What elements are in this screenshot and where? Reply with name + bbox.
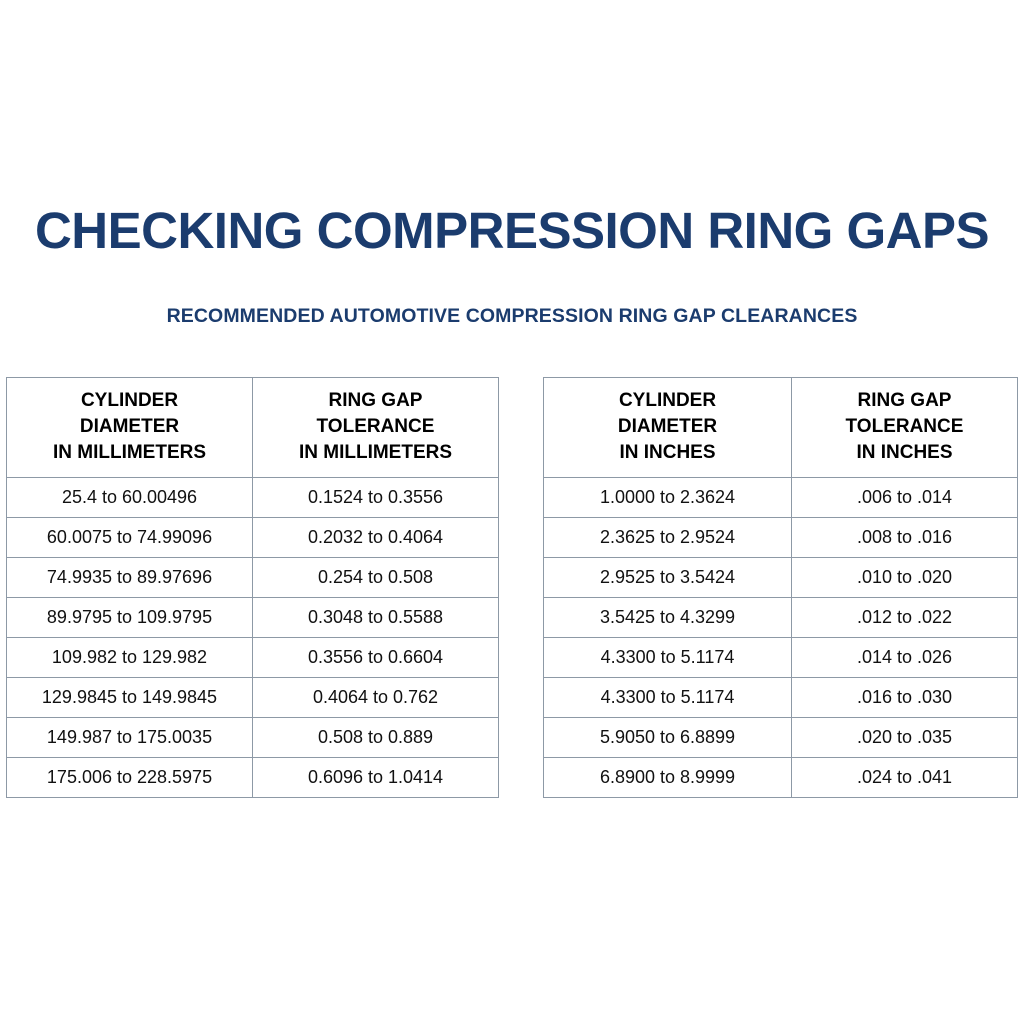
cell-gap: .016 to .030 <box>792 678 1018 718</box>
header-line-1: CYLINDER <box>618 390 717 411</box>
header-line-1: RING GAP <box>857 390 952 411</box>
cell-gap: 0.6096 to 1.0414 <box>253 758 499 798</box>
column-header-cylinder-diameter-mm <box>7 378 253 478</box>
cell-diameter: 6.8900 to 8.9999 <box>544 758 792 798</box>
cell-diameter: 4.3300 to 5.1174 <box>544 678 792 718</box>
cell-diameter: 74.9935 to 89.97696 <box>7 558 253 598</box>
metric-table <box>6 377 499 798</box>
cell-diameter: 109.982 to 129.982 <box>7 638 253 678</box>
table-row <box>544 718 1018 758</box>
table-row <box>7 638 499 678</box>
table-row <box>544 638 1018 678</box>
table-row <box>7 758 499 798</box>
cell-gap: 0.254 to 0.508 <box>253 558 499 598</box>
table-row <box>544 558 1018 598</box>
table-header-row <box>544 378 1018 478</box>
cell-diameter: 5.9050 to 6.8899 <box>544 718 792 758</box>
cell-diameter: 60.0075 to 74.99096 <box>7 518 253 558</box>
cell-gap: .008 to .016 <box>792 518 1018 558</box>
cell-diameter: 89.9795 to 109.9795 <box>7 598 253 638</box>
table-row <box>544 478 1018 518</box>
table-row <box>544 678 1018 718</box>
tables-container <box>0 377 1024 798</box>
header-line-2: TOLERANCE <box>316 415 435 437</box>
cell-gap: .020 to .035 <box>792 718 1018 758</box>
table-row <box>7 478 499 518</box>
header-line-1: RING GAP <box>328 390 423 411</box>
table-header-row <box>7 378 499 478</box>
cell-gap: .024 to .041 <box>792 758 1018 798</box>
cell-gap: 0.3556 to 0.6604 <box>253 638 499 678</box>
cell-diameter: 129.9845 to 149.9845 <box>7 678 253 718</box>
cell-diameter: 175.006 to 228.5975 <box>7 758 253 798</box>
header-line-3: IN INCHES <box>619 441 716 463</box>
cell-diameter: 149.987 to 175.0035 <box>7 718 253 758</box>
header-line-2: DIAMETER <box>617 415 718 437</box>
cell-gap: 0.3048 to 0.5588 <box>253 598 499 638</box>
cell-gap: 0.4064 to 0.762 <box>253 678 499 718</box>
table-row <box>7 718 499 758</box>
column-header-ring-gap-tolerance-in <box>792 378 1018 478</box>
header-line-3: IN MILLIMETERS <box>298 441 453 463</box>
cell-diameter: 2.9525 to 3.5424 <box>544 558 792 598</box>
page-title: CHECKING COMPRESSION RING GAPS <box>34 202 990 259</box>
header-line-2: TOLERANCE <box>845 415 964 437</box>
table-row <box>7 558 499 598</box>
table-row <box>7 518 499 558</box>
page-subtitle: RECOMMENDED AUTOMOTIVE COMPRESSION RING GAP CLEARANCES <box>166 305 858 327</box>
cell-diameter: 3.5425 to 4.3299 <box>544 598 792 638</box>
table-row <box>544 758 1018 798</box>
table-row <box>7 678 499 718</box>
table-row <box>7 598 499 638</box>
header-line-2: DIAMETER <box>79 415 180 437</box>
table-row <box>544 598 1018 638</box>
cell-diameter: 4.3300 to 5.1174 <box>544 638 792 678</box>
cell-diameter: 1.0000 to 2.3624 <box>544 478 792 518</box>
cell-diameter: 2.3625 to 2.9524 <box>544 518 792 558</box>
cell-gap: .010 to .020 <box>792 558 1018 598</box>
cell-diameter: 25.4 to 60.00496 <box>7 478 253 518</box>
cell-gap: 0.508 to 0.889 <box>253 718 499 758</box>
column-header-ring-gap-tolerance-mm <box>253 378 499 478</box>
cell-gap: .012 to .022 <box>792 598 1018 638</box>
table-row <box>544 518 1018 558</box>
header-line-3: IN MILLIMETERS <box>52 441 207 463</box>
column-header-cylinder-diameter-in <box>544 378 792 478</box>
cell-gap: 0.1524 to 0.3556 <box>253 478 499 518</box>
header-line-3: IN INCHES <box>856 441 953 463</box>
header-line-1: CYLINDER <box>80 390 179 411</box>
imperial-table <box>543 377 1018 798</box>
cell-gap: .006 to .014 <box>792 478 1018 518</box>
cell-gap: 0.2032 to 0.4064 <box>253 518 499 558</box>
cell-gap: .014 to .026 <box>792 638 1018 678</box>
